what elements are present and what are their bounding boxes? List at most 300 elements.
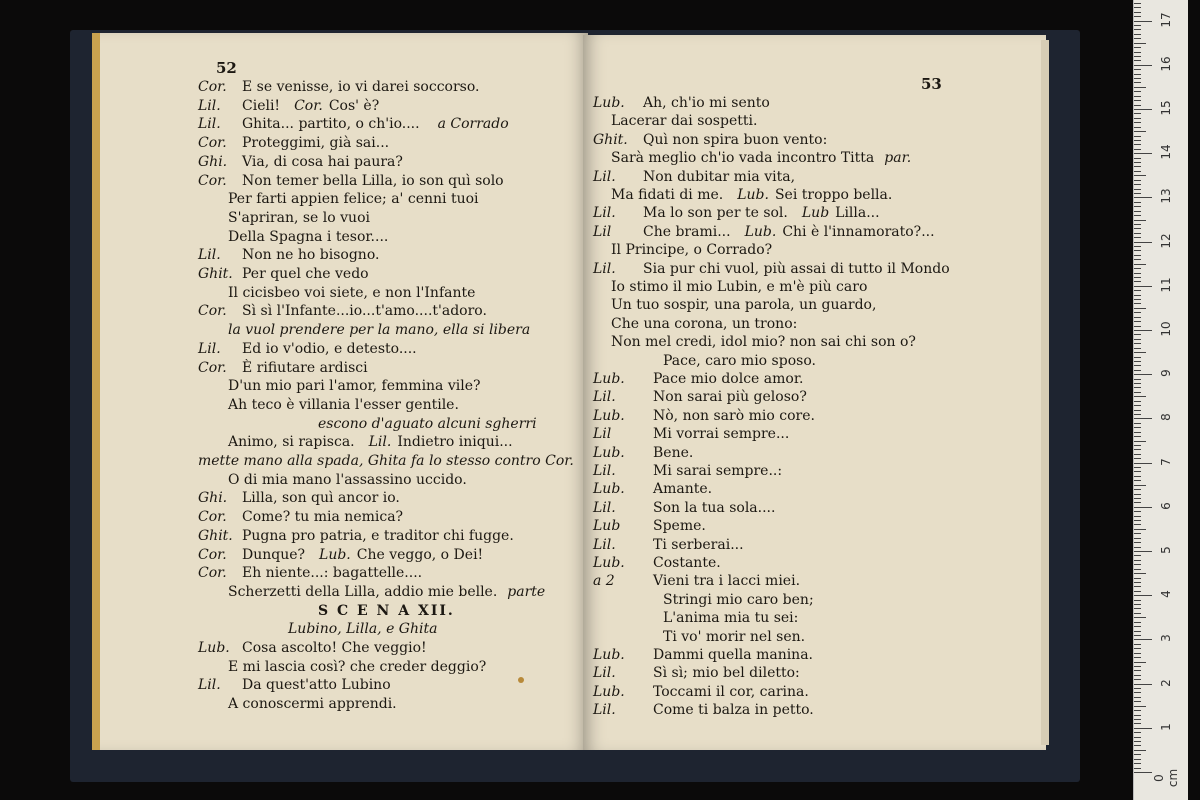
ruler-tick (1134, 290, 1141, 291)
stage-direction: par. (884, 150, 912, 167)
speaker-label: Lub. (737, 187, 769, 203)
text-line (228, 584, 545, 601)
verse-text: Mi sarai sempre..: (653, 463, 783, 479)
ruler-tick (1134, 153, 1152, 154)
verse-text: Il Principe, o Corrado? (611, 242, 773, 259)
verse-text: Toccami il cor, carina. (653, 683, 809, 700)
ruler-tick (1134, 392, 1141, 393)
ruler-tick (1134, 600, 1141, 601)
text-line (318, 416, 537, 433)
ruler-tick (1134, 445, 1141, 446)
ruler-tick (1134, 149, 1141, 150)
ruler-tick (1134, 118, 1141, 119)
verse-text: Ti vo' morir nel sen. (663, 628, 806, 645)
ruler-tick (1134, 737, 1141, 738)
verse-text: Scherzetti della Lilla, addio mie belle. (228, 583, 498, 600)
speaker-label: Lil (593, 426, 612, 443)
ruler-tick (1134, 317, 1141, 318)
speaker-label: Lil. (198, 116, 221, 133)
ruler-tick (1134, 441, 1146, 442)
ruler-tick (1134, 255, 1141, 256)
ruler-tick (1134, 613, 1141, 614)
ruler-tick (1134, 635, 1141, 636)
ruler-tick (1134, 569, 1141, 570)
text-line (198, 509, 403, 526)
ruler-tick (1134, 692, 1141, 693)
text-line (593, 371, 803, 388)
ruler-tick (1134, 710, 1141, 711)
speaker-label: Cor. (198, 172, 227, 189)
speaker-label: Lil. (593, 702, 616, 719)
ruler-tick (1134, 728, 1152, 729)
ruler-tick (1134, 480, 1141, 481)
ruler-tick (1134, 401, 1141, 402)
ruler-tick (1134, 166, 1141, 167)
verse-text: E mi lascia così? che creder deggio? (228, 658, 487, 675)
ruler-tick (1134, 47, 1141, 48)
verse-text: Ma fidati di me. (611, 187, 724, 203)
verse-text: Ghita... partito, o ch'io.... (242, 116, 420, 133)
speaker-label: Ghit. (593, 131, 628, 148)
text-line (663, 629, 805, 646)
speaker-label: Cor. (198, 509, 227, 526)
speaker-label: Ghi. (198, 490, 228, 507)
ruler-tick (1134, 697, 1141, 698)
verse-text: Dunque? (242, 546, 306, 563)
speaker-label: Lil. (593, 205, 616, 222)
ruler-tick (1134, 626, 1141, 627)
ruler-label: 2 (1159, 678, 1173, 687)
text-line (228, 434, 513, 451)
ruler-tick (1134, 449, 1141, 450)
ruler-tick (1134, 666, 1141, 667)
ruler-tick (1134, 295, 1141, 296)
ruler-tick (1134, 34, 1141, 35)
ruler-tick (1134, 538, 1141, 539)
stage-direction: Lubino, Lilla, e Ghita (288, 621, 438, 638)
ruler-tick (1134, 732, 1141, 733)
speaker-label: Lil. (593, 463, 616, 479)
ruler-label: 15 (1159, 100, 1173, 116)
text-line (611, 242, 772, 259)
text-line (198, 247, 379, 264)
ruler-tick (1134, 144, 1141, 145)
ruler-tick (1134, 617, 1146, 618)
ruler-tick (1134, 701, 1141, 702)
text-line (198, 490, 400, 507)
ruler-tick (1134, 246, 1141, 247)
speaker-label: Lub (593, 518, 621, 535)
verse-text: Sì sì l'Infante...io...t'amo....t'adoro. (242, 303, 487, 320)
text-line (663, 592, 814, 609)
ruler-label: 6 (1159, 501, 1173, 510)
ruler-tick (1134, 622, 1141, 623)
ruler-tick (1134, 578, 1141, 579)
ruler-tick (1134, 175, 1146, 176)
verse-text: Che una corona, un trono: (611, 315, 798, 332)
ruler-tick (1134, 43, 1146, 44)
ruler-tick (1134, 719, 1141, 720)
speaker-label: Lil (593, 223, 612, 240)
ruler-tick (1134, 604, 1141, 605)
ruler-tick (1134, 69, 1141, 70)
speaker-label: Lil. (198, 677, 221, 694)
ruler-tick (1134, 529, 1146, 530)
text-line (198, 341, 417, 358)
ruler-tick (1134, 715, 1141, 716)
text-line (228, 659, 486, 676)
text-line (593, 132, 827, 149)
speaker-label: Lil. (593, 499, 616, 516)
speaker-label: Ghi. (198, 153, 228, 170)
text-line (663, 353, 816, 370)
ruler-label: 4 (1159, 590, 1173, 599)
ruler-label: 14 (1159, 144, 1173, 160)
text-line (198, 154, 403, 171)
ruler-tick (1134, 29, 1141, 30)
ruler-tick (1134, 74, 1141, 75)
speaker-label: Lub. (593, 95, 625, 111)
speaker-label: Lub. (319, 546, 351, 563)
ruler-tick (1134, 303, 1141, 304)
speaker-label: Ghit. (198, 266, 233, 282)
ruler-tick (1134, 471, 1141, 472)
ruler-label: 0 cm (1152, 768, 1180, 788)
ruler-tick (1134, 387, 1141, 388)
ruler-tick (1134, 82, 1141, 83)
ruler-tick (1134, 524, 1141, 525)
verse-text: Eh niente...: bagattelle.... (242, 565, 423, 582)
verse-text: Pace mio dolce amor. (653, 371, 804, 387)
verse-text: Per quel che vedo (242, 266, 369, 282)
ruler-tick (1134, 122, 1141, 123)
speaker-label: Cor. (198, 565, 227, 582)
verse-text: E se venisse, io vi darei soccorso. (242, 79, 480, 95)
text-line (198, 79, 479, 96)
ruler-tick (1134, 38, 1141, 39)
speaker-label: Lub. (593, 444, 625, 461)
text-line (593, 500, 775, 517)
text-line (198, 360, 368, 377)
text-line (611, 113, 757, 130)
ruler-tick (1134, 679, 1141, 680)
speaker-label: Lub. (744, 223, 777, 240)
verse-text: Il cicisbeo voi siete, e non l'Infante (228, 284, 476, 301)
speaker-label: Lil. (198, 340, 221, 357)
text-line (663, 610, 798, 627)
stage-direction: la vuol prendere per la mano, ella si libera (228, 322, 531, 339)
ruler-tick (1134, 657, 1141, 658)
ruler-label: 1 (1159, 722, 1173, 731)
verse-text: Sarà meglio ch'io vada incontro Titta (611, 150, 875, 167)
ruler-label: 16 (1159, 56, 1173, 72)
verse-text: Da quest'atto Lubino (242, 677, 391, 694)
text-line (198, 135, 389, 152)
text-line (593, 463, 782, 480)
ruler-tick (1134, 507, 1152, 508)
speaker-label: Lil. (198, 247, 221, 264)
text-line (228, 229, 388, 246)
speaker-label: Lub (801, 205, 830, 222)
verse-text: Ah teco è villania l'esser gentile. (228, 396, 459, 413)
verse-text: Cos' è? (328, 97, 380, 114)
left-page-number: 52 (216, 59, 237, 77)
text-line (593, 426, 789, 443)
text-line (611, 334, 916, 351)
verse-text: Della Spagna i tesor.... (228, 228, 389, 245)
verse-text: Lilla, son quì ancor io. (242, 490, 400, 507)
verse-text: Proteggimi, già sai... (242, 135, 390, 152)
ruler-tick (1134, 675, 1141, 676)
ruler-tick (1134, 259, 1141, 260)
ruler-tick (1134, 463, 1152, 464)
ruler-tick (1134, 215, 1141, 216)
verse-text: Lilla... (835, 205, 880, 222)
verse-text: Speme. (653, 518, 706, 535)
speaker-label: a 2 (593, 573, 615, 590)
verse-text: Son la tua sola.... (653, 499, 776, 516)
text-line (593, 408, 815, 425)
ruler-tick (1134, 670, 1141, 671)
ruler-tick (1134, 533, 1141, 534)
ruler-tick (1134, 113, 1141, 114)
verse-text: Cosa ascolto! Che veggio! (242, 640, 427, 656)
ruler-tick (1134, 494, 1141, 495)
text-line (228, 285, 475, 302)
verse-text: Mi vorrai sempre... (653, 426, 790, 443)
ruler-label: 5 (1159, 546, 1173, 554)
ruler-tick (1134, 162, 1141, 163)
speaker-label: Cor. (198, 546, 227, 563)
ruler-tick (1134, 591, 1141, 592)
ruler-tick (1134, 662, 1146, 663)
speaker-label: Lil. (593, 665, 616, 682)
ruler-tick (1134, 52, 1141, 53)
text-line (593, 169, 795, 186)
verse-text: Che veggo, o Dei! (356, 546, 484, 563)
ruler-tick (1134, 264, 1146, 265)
text-line (318, 603, 455, 620)
ruler-tick (1134, 96, 1141, 97)
text-line (228, 322, 530, 339)
ruler-tick (1134, 564, 1141, 565)
text-line (593, 481, 712, 498)
text-line (198, 303, 487, 320)
ruler-tick (1134, 281, 1141, 282)
text-line (228, 378, 481, 395)
verse-text: Lacerar dai sospetti. (611, 113, 758, 130)
verse-text: Amante. (653, 481, 713, 498)
text-line (593, 224, 935, 241)
verse-text: Nò, non sarò mio core. (653, 407, 815, 424)
verse-text: Come? tu mia nemica? (242, 509, 404, 526)
ruler-tick (1134, 16, 1141, 17)
verse-text: Non mel credi, idol mio? non sai chi son o? (611, 334, 916, 351)
ruler-tick (1134, 312, 1141, 313)
ruler-tick (1134, 427, 1141, 428)
ruler-label: 9 (1159, 369, 1173, 378)
text-line (611, 187, 892, 204)
left-page (92, 33, 588, 750)
ruler-tick (1134, 109, 1152, 110)
ruler-tick (1134, 87, 1146, 88)
ruler-tick (1134, 383, 1141, 384)
ruler-tick (1134, 396, 1146, 397)
ruler-tick (1134, 330, 1152, 331)
text-line (593, 555, 721, 572)
ruler-tick (1134, 639, 1152, 640)
text-line (198, 98, 379, 115)
ruler-tick (1134, 308, 1146, 309)
speaker-label: Lil. (368, 434, 392, 451)
verse-text: Pace, caro mio sposo. (663, 352, 816, 369)
ruler-label: 3 (1159, 634, 1173, 643)
verse-text: Come ti balza in petto. (653, 702, 814, 719)
ruler-tick (1134, 423, 1141, 424)
ruler-tick (1134, 131, 1146, 132)
paper-spot (518, 677, 524, 683)
verse-text: Non temer bella Lilla, io son quì solo (242, 172, 504, 189)
stage-direction: parte (507, 583, 546, 600)
speaker-label: Lil. (593, 536, 616, 553)
ruler-tick (1134, 688, 1141, 689)
ruler-tick (1134, 171, 1141, 172)
speaker-label: Cor. (198, 135, 227, 152)
text-line (593, 95, 770, 112)
text-line (611, 150, 911, 167)
text-line (228, 472, 467, 489)
ruler-tick (1134, 414, 1141, 415)
text-line (593, 537, 744, 554)
ruler-tick (1134, 326, 1141, 327)
verse-text: Ed io v'odio, e detesto.... (242, 340, 417, 357)
speaker-label: Lub. (593, 555, 625, 571)
speaker-label: Lub. (198, 640, 230, 656)
ruler-tick (1134, 573, 1146, 574)
ruler-tick (1134, 197, 1152, 198)
verse-text: Ti serberai... (653, 536, 744, 553)
ruler-tick (1134, 348, 1141, 349)
verse-text: È rifiutare ardisci (242, 359, 368, 376)
right-page (583, 35, 1046, 750)
text-line (198, 528, 514, 545)
ruler-tick (1134, 410, 1141, 411)
ruler-tick (1134, 321, 1141, 322)
speaker-label: Lub. (593, 371, 625, 387)
verse-text: Indietro iniqui... (397, 434, 513, 451)
verse-text: Non sarai più geloso? (653, 389, 807, 406)
verse-text: Non dubitar mia vita, (643, 168, 796, 185)
measuring-ruler (1133, 0, 1188, 800)
ruler-tick (1134, 277, 1141, 278)
ruler-tick (1134, 233, 1141, 234)
stage-direction: escono d'aguato alcuni sgherri (318, 415, 537, 432)
speaker-label: Lub. (593, 481, 625, 498)
ruler-tick (1134, 7, 1141, 8)
text-line (593, 573, 800, 590)
text-line (198, 173, 504, 190)
verse-text: Animo, si rapisca. (228, 434, 355, 451)
text-line (198, 266, 369, 283)
text-line (593, 389, 807, 406)
ruler-tick (1134, 631, 1141, 632)
scene-heading: S C E N A XII. (318, 602, 455, 619)
verse-text: Pugna pro patria, e traditor chi fugge. (242, 527, 514, 544)
ruler-tick (1134, 467, 1141, 468)
ruler-tick (1134, 60, 1141, 61)
verse-text: S'apriran, se lo vuoi (228, 209, 370, 226)
ruler-tick (1134, 211, 1141, 212)
ruler-tick (1134, 560, 1141, 561)
ruler-tick (1134, 339, 1141, 340)
text-line (593, 702, 814, 719)
verse-text: L'anima mia tu sei: (663, 610, 799, 627)
ruler-tick (1134, 432, 1141, 433)
text-line (593, 445, 693, 462)
verse-text: O di mia mano l'assassino uccido. (228, 471, 467, 488)
verse-text: Sì sì; mio bel diletto: (653, 665, 800, 682)
verse-text: Io stimo il mio Lubin, e m'è più caro (611, 279, 868, 295)
verse-text: Stringi mio caro ben; (663, 591, 814, 608)
ruler-tick (1134, 458, 1141, 459)
ruler-label: 10 (1159, 321, 1173, 337)
ruler-tick (1134, 489, 1141, 490)
ruler-tick (1134, 3, 1141, 4)
ruler-tick (1134, 357, 1141, 358)
ruler-label: 17 (1159, 11, 1173, 28)
ruler-tick (1134, 586, 1141, 587)
text-line (593, 647, 813, 664)
ruler-tick (1134, 334, 1141, 335)
ruler-tick (1134, 511, 1141, 512)
ruler-tick (1134, 772, 1152, 773)
ruler-tick (1134, 551, 1152, 552)
ruler-tick (1134, 608, 1141, 609)
text-line (593, 205, 880, 222)
verse-text: Un tuo sospir, una parola, un guardo, (611, 297, 877, 314)
ruler-tick (1134, 485, 1146, 486)
text-line (198, 677, 391, 694)
speaker-label: Cor. (294, 97, 323, 114)
ruler-tick (1134, 436, 1141, 437)
speaker-label: Ghit. (198, 527, 233, 544)
ruler-tick (1134, 136, 1141, 137)
verse-text: Ma lo son per te sol. (643, 205, 788, 222)
verse-text: Cieli! (242, 97, 281, 114)
ruler-tick (1134, 516, 1141, 517)
ruler-tick (1134, 768, 1141, 769)
ruler-tick (1134, 763, 1141, 764)
stage-direction: mette mano alla spada, Ghita fa lo stesso contro Cor. (198, 453, 574, 469)
text-line (198, 640, 427, 657)
page-edges (1041, 40, 1049, 745)
ruler-tick (1134, 723, 1141, 724)
ruler-tick (1134, 228, 1141, 229)
ruler-tick (1134, 65, 1152, 66)
ruler-tick (1134, 193, 1141, 194)
ruler-tick (1134, 644, 1141, 645)
verse-text: Non ne ho bisogno. (242, 247, 380, 264)
text-line (198, 547, 483, 564)
ruler-tick (1134, 189, 1141, 190)
ruler-label: 8 (1159, 413, 1173, 422)
ruler-tick (1134, 745, 1141, 746)
ruler-tick (1134, 202, 1141, 203)
ruler-tick (1134, 754, 1141, 755)
ruler-tick (1134, 547, 1141, 548)
ruler-tick (1134, 454, 1141, 455)
speaker-label: Cor. (198, 303, 227, 320)
